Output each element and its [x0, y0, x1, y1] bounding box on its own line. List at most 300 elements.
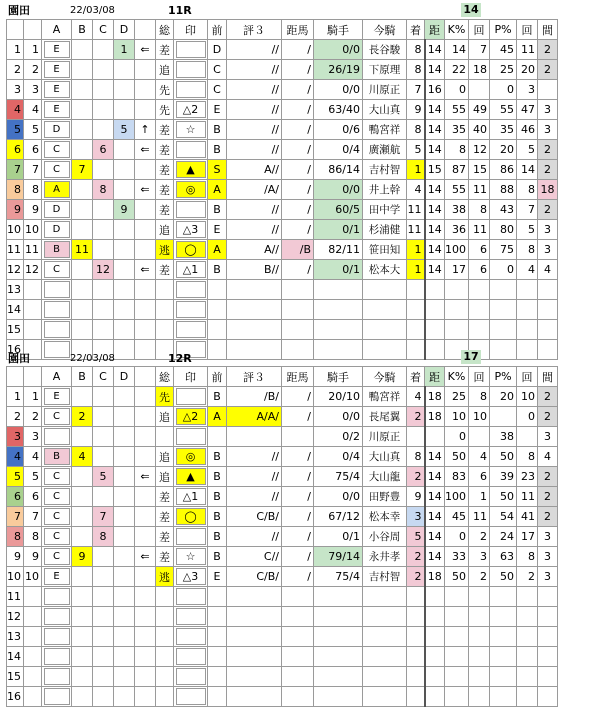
- race-number-2: 12R: [168, 352, 192, 365]
- cell-ma: 3: [538, 220, 558, 240]
- cell-p2: 17: [517, 527, 538, 547]
- cell-arrow: [135, 100, 156, 120]
- cell-k: 8: [445, 140, 469, 160]
- cell-chaku: [407, 280, 425, 300]
- cell-C: [93, 40, 114, 60]
- cell-dist: [282, 340, 314, 360]
- grade-box: E: [44, 568, 70, 585]
- column-header: [135, 20, 156, 40]
- cell-eval: [227, 647, 282, 667]
- cell-prev: E: [208, 567, 227, 587]
- cell-A: [42, 607, 72, 627]
- cell-n2: 2: [24, 60, 42, 80]
- cell-p2: 41: [517, 507, 538, 527]
- cell-C: [93, 240, 114, 260]
- cell-dist2: 18: [425, 407, 445, 427]
- cell-p2: 2: [517, 567, 538, 587]
- cell-type: [156, 627, 174, 647]
- cell-dist: /: [282, 80, 314, 100]
- cell-mark: [174, 200, 208, 220]
- cell-jockey: [314, 687, 363, 707]
- cell-k2: 10: [469, 407, 490, 427]
- grade-box: C: [44, 508, 70, 525]
- cell-now: 吉村智: [363, 567, 407, 587]
- mark-box: [176, 628, 206, 645]
- cell-prev: B: [208, 507, 227, 527]
- cell-A: [42, 260, 72, 280]
- cell-C: [93, 280, 114, 300]
- cell-n2: 1: [24, 387, 42, 407]
- cell-arrow: [135, 667, 156, 687]
- cell-now: [363, 607, 407, 627]
- cell-dist2: 14: [425, 40, 445, 60]
- cell-ma: [538, 587, 558, 607]
- cell-k: 14: [445, 40, 469, 60]
- cell-chaku: 11: [407, 200, 425, 220]
- table-row: [7, 447, 558, 467]
- grade-box: B: [44, 448, 70, 465]
- cell-chaku: 3: [407, 507, 425, 527]
- cell-ma: 3: [538, 567, 558, 587]
- table-row: [7, 647, 558, 667]
- cell-n2: 6: [24, 140, 42, 160]
- cell-B: [72, 60, 93, 80]
- cell-jockey: [314, 340, 363, 360]
- cell-now: 小谷周: [363, 527, 407, 547]
- cell-mark: [174, 100, 208, 120]
- column-header: A: [42, 367, 72, 387]
- column-header: 騎手: [314, 20, 363, 40]
- cell-D: 5: [114, 120, 135, 140]
- cell-n2: 6: [24, 487, 42, 507]
- cell-mark: [174, 607, 208, 627]
- column-header: 回: [517, 20, 538, 40]
- cell-chaku: 5: [407, 140, 425, 160]
- cell-dist2: 18: [425, 567, 445, 587]
- cell-p2: 10: [517, 387, 538, 407]
- cell-p: [490, 280, 517, 300]
- cell-now: 大山龍: [363, 467, 407, 487]
- cell-dist: /: [282, 160, 314, 180]
- cell-type: 追: [156, 407, 174, 427]
- cell-B: 7: [72, 160, 93, 180]
- cell-jockey: [314, 647, 363, 667]
- cell-chaku: [407, 587, 425, 607]
- cell-chaku: 2: [407, 547, 425, 567]
- cell-mark: [174, 260, 208, 280]
- cell-dist2: [425, 320, 445, 340]
- cell-mark: [174, 280, 208, 300]
- cell-ma: [538, 80, 558, 100]
- cell-eval: [227, 667, 282, 687]
- cell-now: [363, 687, 407, 707]
- cell-p: [490, 687, 517, 707]
- cell-mark: [174, 160, 208, 180]
- cell-type: 先: [156, 100, 174, 120]
- cell-chaku: 11: [407, 220, 425, 240]
- cell-D: [114, 260, 135, 280]
- column-header: 総: [156, 367, 174, 387]
- cell-p2: 5: [517, 140, 538, 160]
- cell-p2: 11: [517, 487, 538, 507]
- cell-type: 先: [156, 387, 174, 407]
- cell-A: [42, 120, 72, 140]
- cell-C: [93, 547, 114, 567]
- cell-p: 0: [490, 80, 517, 100]
- cell-prev: [208, 627, 227, 647]
- grade-box: E: [44, 81, 70, 98]
- column-header: P%: [490, 20, 517, 40]
- cell-jockey: 0/0: [314, 40, 363, 60]
- cell-chaku: 9: [407, 100, 425, 120]
- cell-n2: 2: [24, 407, 42, 427]
- cell-A: [42, 300, 72, 320]
- mark-box: [176, 81, 206, 98]
- cell-D: [114, 607, 135, 627]
- grade-box: C: [44, 141, 70, 158]
- cell-k: [445, 667, 469, 687]
- cell-n2: 9: [24, 547, 42, 567]
- cell-n2: 9: [24, 200, 42, 220]
- cell-k2: 2: [469, 567, 490, 587]
- cell-n1: 11: [7, 240, 24, 260]
- cell-p2: [517, 320, 538, 340]
- cell-n1: 14: [7, 647, 24, 667]
- cell-jockey: 20/10: [314, 387, 363, 407]
- cell-B: [72, 567, 93, 587]
- cell-B: 9: [72, 547, 93, 567]
- cell-n1: 10: [7, 567, 24, 587]
- cell-k: 100: [445, 240, 469, 260]
- cell-p2: [517, 587, 538, 607]
- cell-D: [114, 387, 135, 407]
- cell-k2: 6: [469, 240, 490, 260]
- cell-dist: /: [282, 180, 314, 200]
- cell-now: 大山真: [363, 447, 407, 467]
- cell-prev: A: [208, 240, 227, 260]
- cell-now: 吉村智: [363, 160, 407, 180]
- cell-ma: 2: [538, 160, 558, 180]
- grade-box: [44, 301, 70, 318]
- header-row: [7, 367, 558, 387]
- cell-arrow: [135, 220, 156, 240]
- cell-n2: [24, 320, 42, 340]
- cell-mark: [174, 220, 208, 240]
- cell-k: [445, 627, 469, 647]
- cell-dist2: [425, 300, 445, 320]
- column-header: 距馬: [282, 367, 314, 387]
- cell-C: [93, 587, 114, 607]
- cell-k2: [469, 427, 490, 447]
- cell-dist2: 14: [425, 547, 445, 567]
- cell-type: 差: [156, 160, 174, 180]
- cell-mark: [174, 667, 208, 687]
- cell-k2: 1: [469, 487, 490, 507]
- cell-mark: [174, 140, 208, 160]
- cell-jockey: [314, 280, 363, 300]
- cell-p2: 47: [517, 100, 538, 120]
- mark-box: △3: [176, 221, 206, 238]
- cell-now: [363, 647, 407, 667]
- column-header: 回: [469, 367, 490, 387]
- cell-B: [72, 487, 93, 507]
- cell-chaku: [407, 667, 425, 687]
- cell-B: [72, 427, 93, 447]
- cell-k: [445, 607, 469, 627]
- grade-box: C: [44, 488, 70, 505]
- table-row: [7, 667, 558, 687]
- cell-mark: [174, 567, 208, 587]
- cell-k2: 6: [469, 467, 490, 487]
- cell-ma: [538, 607, 558, 627]
- cell-jockey: 67/12: [314, 507, 363, 527]
- cell-D: [114, 427, 135, 447]
- cell-p: 55: [490, 100, 517, 120]
- cell-p: 43: [490, 200, 517, 220]
- cell-now: 杉浦健: [363, 220, 407, 240]
- cell-jockey: 26/19: [314, 60, 363, 80]
- cell-p2: [517, 280, 538, 300]
- cell-A: [42, 140, 72, 160]
- cell-eval: //: [227, 60, 282, 80]
- cell-n1: 6: [7, 487, 24, 507]
- cell-ma: 3: [538, 427, 558, 447]
- cell-n2: [24, 647, 42, 667]
- cell-p: 38: [490, 427, 517, 447]
- table-row: [7, 220, 558, 240]
- cell-A: [42, 487, 72, 507]
- cell-now: [363, 320, 407, 340]
- cell-p2: 3: [517, 80, 538, 100]
- cell-ma: 4: [538, 447, 558, 467]
- cell-p2: [517, 667, 538, 687]
- cell-jockey: 0/0: [314, 80, 363, 100]
- cell-arrow: [135, 507, 156, 527]
- cell-type: 差: [156, 487, 174, 507]
- cell-C: [93, 80, 114, 100]
- cell-mark: [174, 427, 208, 447]
- cell-dist2: 14: [425, 487, 445, 507]
- cell-C: 12: [93, 260, 114, 280]
- cell-chaku: 1: [407, 240, 425, 260]
- cell-type: 追: [156, 447, 174, 467]
- cell-jockey: 0/4: [314, 447, 363, 467]
- cell-C: [93, 320, 114, 340]
- grade-box: [44, 588, 70, 605]
- cell-A: [42, 407, 72, 427]
- cell-ma: [538, 300, 558, 320]
- cell-dist2: [425, 687, 445, 707]
- cell-n1: 12: [7, 607, 24, 627]
- cell-p2: [517, 300, 538, 320]
- cell-dist: [282, 687, 314, 707]
- cell-eval: /B/: [227, 387, 282, 407]
- cell-n1: 13: [7, 627, 24, 647]
- cell-p2: [517, 647, 538, 667]
- cell-chaku: 4: [407, 180, 425, 200]
- table-row: [7, 260, 558, 280]
- cell-k: 0: [445, 527, 469, 547]
- grade-box: [44, 688, 70, 705]
- cell-prev: [208, 647, 227, 667]
- cell-n1: 4: [7, 447, 24, 467]
- cell-eval: B//: [227, 260, 282, 280]
- cell-dist: [282, 607, 314, 627]
- cell-p: 50: [490, 487, 517, 507]
- cell-D: [114, 647, 135, 667]
- cell-k: 35: [445, 120, 469, 140]
- cell-n2: [24, 300, 42, 320]
- mark-box: ◎: [176, 181, 206, 198]
- cell-p: [490, 627, 517, 647]
- cell-C: [93, 567, 114, 587]
- cell-eval: A/A/: [227, 407, 282, 427]
- cell-D: [114, 280, 135, 300]
- cell-eval: //: [227, 487, 282, 507]
- cell-jockey: 0/2: [314, 427, 363, 447]
- column-header: K%: [445, 367, 469, 387]
- cell-type: 差: [156, 507, 174, 527]
- cell-type: [156, 280, 174, 300]
- cell-k: [445, 300, 469, 320]
- mark-box: ▲: [176, 161, 206, 178]
- cell-chaku: 2: [407, 407, 425, 427]
- cell-type: 差: [156, 120, 174, 140]
- cell-k: 17: [445, 260, 469, 280]
- cell-C: [93, 200, 114, 220]
- cell-p: [490, 587, 517, 607]
- cell-jockey: 75/4: [314, 567, 363, 587]
- column-header: 距: [425, 20, 445, 40]
- column-header: D: [114, 367, 135, 387]
- cell-dist2: [425, 587, 445, 607]
- grade-box: C: [44, 408, 70, 425]
- cell-k: 45: [445, 507, 469, 527]
- cell-eval: //: [227, 467, 282, 487]
- cell-dist2: [425, 607, 445, 627]
- column-header: 印: [174, 20, 208, 40]
- column-header: [7, 20, 24, 40]
- cell-dist2: 14: [425, 120, 445, 140]
- table-row: [7, 607, 558, 627]
- cell-D: [114, 587, 135, 607]
- cell-arrow: [135, 240, 156, 260]
- cell-now: 田野豊: [363, 487, 407, 507]
- cell-p2: [517, 627, 538, 647]
- cell-k2: [469, 80, 490, 100]
- cell-C: 5: [93, 467, 114, 487]
- table-row: [7, 60, 558, 80]
- cell-ma: 2: [538, 200, 558, 220]
- cell-type: 差: [156, 260, 174, 280]
- cell-A: [42, 160, 72, 180]
- table-row: [7, 200, 558, 220]
- cell-B: 2: [72, 407, 93, 427]
- cell-mark: [174, 487, 208, 507]
- grade-box: A: [44, 181, 70, 198]
- cell-chaku: 8: [407, 40, 425, 60]
- table-row: [7, 40, 558, 60]
- cell-type: 追: [156, 60, 174, 80]
- cell-ma: [538, 320, 558, 340]
- cell-arrow: [135, 407, 156, 427]
- column-header: C: [93, 20, 114, 40]
- distance-badge-2: 17: [461, 350, 481, 364]
- cell-p2: 14: [517, 160, 538, 180]
- cell-p: [490, 340, 517, 360]
- cell-eval: [227, 320, 282, 340]
- cell-B: [72, 200, 93, 220]
- cell-k: 0: [445, 427, 469, 447]
- cell-type: 差: [156, 40, 174, 60]
- cell-n1: 7: [7, 160, 24, 180]
- mark-box: [176, 301, 206, 318]
- cell-ma: 18: [538, 180, 558, 200]
- cell-p2: 11: [517, 40, 538, 60]
- cell-mark: [174, 647, 208, 667]
- mark-box: [176, 321, 206, 338]
- cell-ma: [538, 280, 558, 300]
- cell-chaku: 7: [407, 80, 425, 100]
- cell-C: 6: [93, 140, 114, 160]
- cell-chaku: 1: [407, 160, 425, 180]
- cell-jockey: 82/11: [314, 240, 363, 260]
- cell-prev: B: [208, 140, 227, 160]
- column-header: 間: [538, 20, 558, 40]
- cell-prev: C: [208, 80, 227, 100]
- cell-k2: 4: [469, 447, 490, 467]
- cell-C: [93, 627, 114, 647]
- cell-prev: B: [208, 120, 227, 140]
- cell-jockey: 0/0: [314, 487, 363, 507]
- cell-C: [93, 300, 114, 320]
- cell-now: [363, 280, 407, 300]
- cell-eval: //: [227, 120, 282, 140]
- cell-type: 先: [156, 80, 174, 100]
- cell-n1: 1: [7, 387, 24, 407]
- cell-D: [114, 100, 135, 120]
- table-row: [7, 567, 558, 587]
- cell-arrow: ↑: [135, 120, 156, 140]
- cell-n2: 7: [24, 507, 42, 527]
- cell-jockey: 79/14: [314, 547, 363, 567]
- date-label-1: 22/03/08: [70, 5, 115, 16]
- cell-type: 逃: [156, 567, 174, 587]
- table-row: [7, 240, 558, 260]
- cell-type: [156, 607, 174, 627]
- column-header: A: [42, 20, 72, 40]
- cell-p2: 20: [517, 60, 538, 80]
- cell-k2: [469, 320, 490, 340]
- cell-mark: [174, 467, 208, 487]
- mark-box: [176, 201, 206, 218]
- cell-chaku: [407, 647, 425, 667]
- cell-eval: [227, 280, 282, 300]
- cell-mark: [174, 320, 208, 340]
- cell-D: [114, 407, 135, 427]
- table-row: [7, 100, 558, 120]
- cell-n1: 2: [7, 407, 24, 427]
- cell-prev: [208, 687, 227, 707]
- cell-dist2: [425, 627, 445, 647]
- cell-now: 大山真: [363, 100, 407, 120]
- cell-D: [114, 507, 135, 527]
- cell-dist2: 14: [425, 240, 445, 260]
- cell-mark: [174, 300, 208, 320]
- cell-chaku: [407, 300, 425, 320]
- cell-arrow: [135, 527, 156, 547]
- cell-k2: 12: [469, 140, 490, 160]
